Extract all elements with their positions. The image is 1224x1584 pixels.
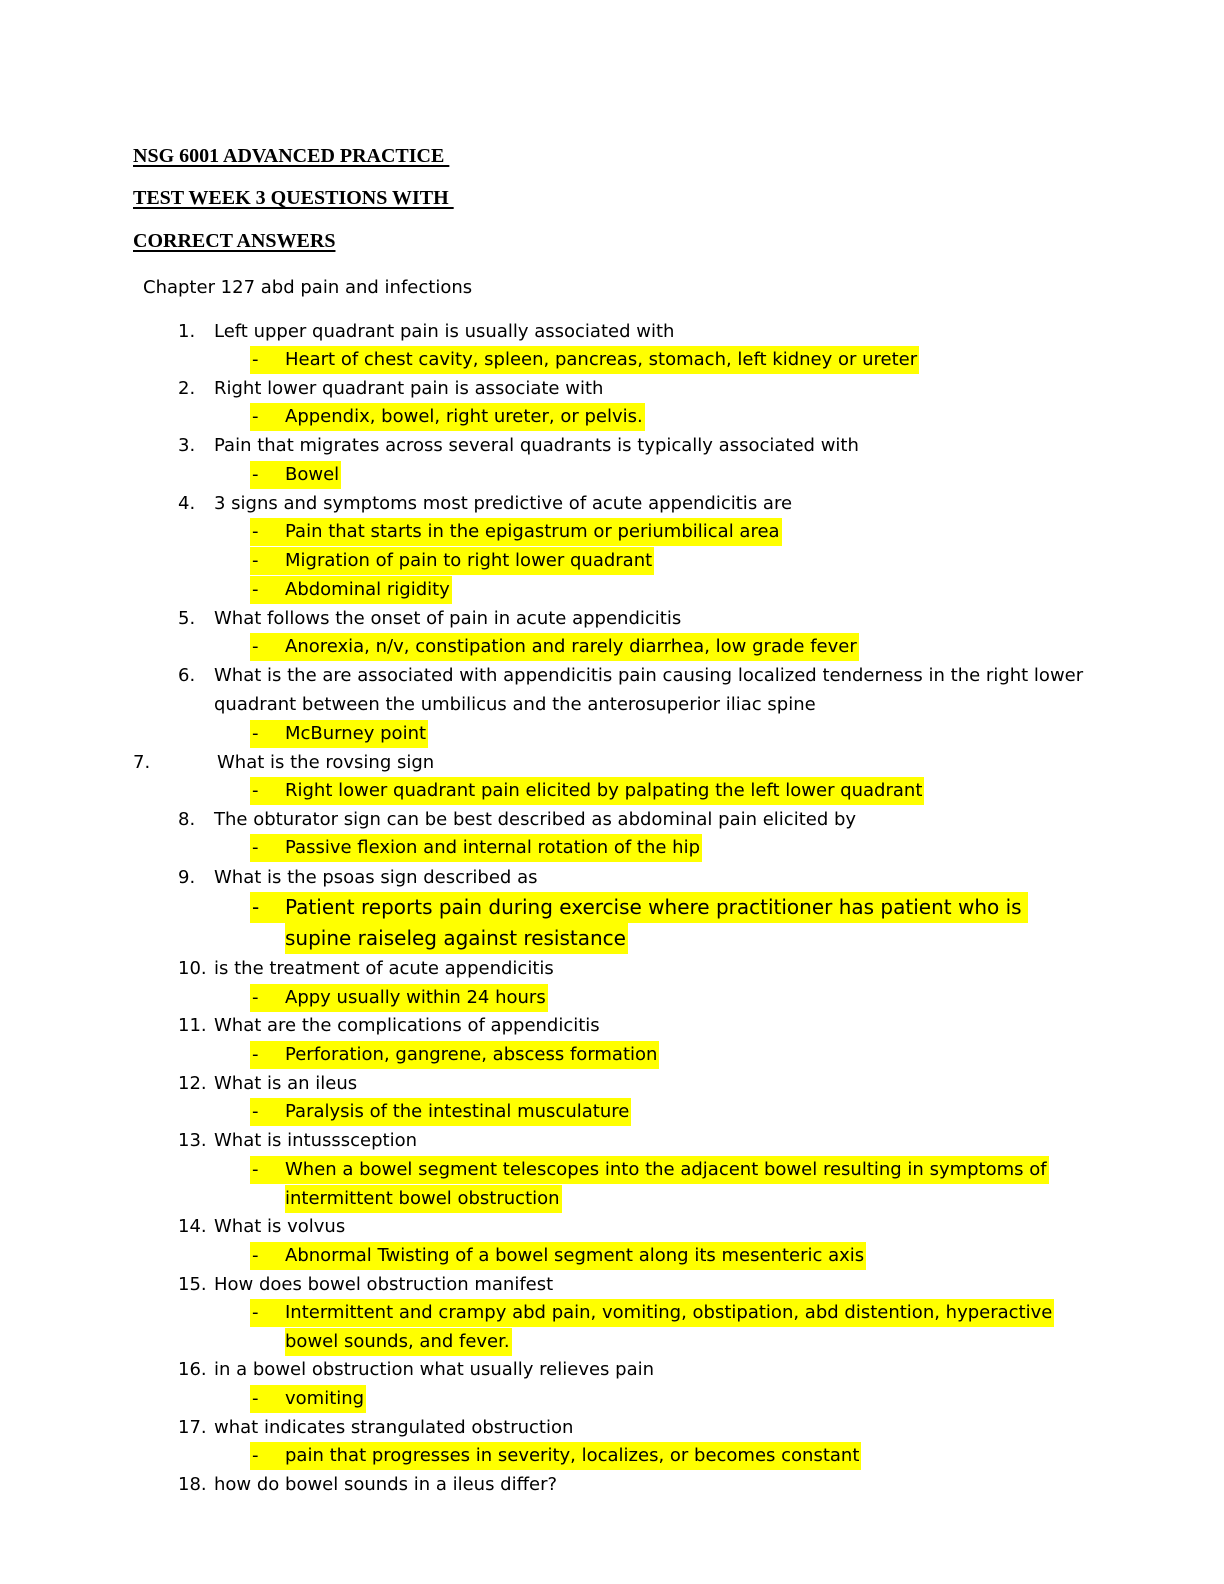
question-text: How does bowel obstruction manifest (214, 1274, 554, 1295)
question-text: What is the are associated with appendicitis pain causing localized tenderness in the right lower (214, 665, 1084, 686)
answer-bullet: - (250, 346, 285, 374)
answer-bullet: - (250, 892, 285, 923)
answer-bullet: - (250, 1242, 285, 1270)
answer-bullet: - (250, 547, 285, 575)
question-text: Right lower quadrant pain is associate with (214, 378, 604, 399)
question-number: 13. (178, 1130, 207, 1151)
answer-bullet: - (250, 518, 285, 546)
answer-text: Paralysis of the intestinal musculature (285, 1098, 631, 1126)
answer-bullet: - (250, 461, 285, 489)
question-number: 11. (178, 1015, 207, 1036)
question-number: 3. (178, 435, 196, 456)
question-number: 15. (178, 1274, 207, 1295)
answer-text: supine raiseleg against resistance (285, 923, 628, 954)
chapter-heading: Chapter 127 abd pain and infections (143, 277, 473, 298)
question-text: what indicates strangulated obstruction (214, 1417, 574, 1438)
answer-text: Anorexia, n/v, constipation and rarely diarrhea, low grade fever (285, 633, 859, 661)
question-text: What follows the onset of pain in acute appendicitis (214, 608, 682, 629)
answer-text: Appy usually within 24 hours (285, 984, 548, 1012)
question-text: Pain that migrates across several quadrants is typically associated with (214, 435, 859, 456)
answer-bullet: - (250, 1156, 285, 1184)
question-text: in a bowel obstruction what usually relieves pain (214, 1359, 655, 1380)
answer-text: Perforation, gangrene, abscess formation (285, 1041, 659, 1069)
answer-text: McBurney point (285, 720, 428, 748)
answer-text: When a bowel segment telescopes into the adjacent bowel resulting in symptoms of (285, 1156, 1049, 1184)
answer-text: Appendix, bowel, right ureter, or pelvis. (285, 403, 645, 431)
answer-text: Heart of chest cavity, spleen, pancreas, stomach, left kidney or ureter (285, 346, 919, 374)
answer-text: Bowel (285, 461, 341, 489)
question-text: 3 signs and symptoms most predictive of acute appendicitis are (214, 493, 793, 514)
answer-text: Passive flexion and internal rotation of the hip (285, 834, 702, 862)
answer-bullet: - (250, 720, 285, 748)
answer-bullet: - (250, 1442, 285, 1470)
answer-text: Intermittent and crampy abd pain, vomiting, obstipation, abd distention, hyperactive (285, 1299, 1054, 1327)
question-number: 6. (178, 665, 196, 686)
question-text: Left upper quadrant pain is usually associated with (214, 321, 675, 342)
question-number: 1. (178, 321, 196, 342)
answer-text: vomiting (285, 1385, 366, 1413)
question-text: how do bowel sounds in a ileus differ? (214, 1474, 558, 1495)
document-title-line-1: NSG 6001 ADVANCED PRACTICE (133, 145, 450, 167)
question-text: What is intusssception (214, 1130, 418, 1151)
question-text: What is the rovsing sign (217, 752, 435, 773)
question-number: 17. (178, 1417, 207, 1438)
answer-bullet: - (250, 834, 285, 862)
question-text: What is volvus (214, 1216, 346, 1237)
document-title-line-2: TEST WEEK 3 QUESTIONS WITH (133, 187, 454, 209)
question-number: 12. (178, 1073, 207, 1094)
answer-bullet: - (250, 1041, 285, 1069)
answer-bullet: - (250, 576, 285, 604)
answer-bullet: - (250, 984, 285, 1012)
question-number: 5. (178, 608, 196, 629)
question-number: 9. (178, 867, 196, 888)
answer-bullet: - (250, 777, 285, 805)
answer-text: Right lower quadrant pain elicited by palpating the left lower quadrant (285, 777, 924, 805)
question-text: The obturator sign can be best described as abdominal pain elicited by (214, 809, 857, 830)
answer-bullet: - (250, 1299, 285, 1327)
answer-text: Abdominal rigidity (285, 576, 452, 604)
question-number: 7. (133, 752, 151, 773)
answer-text: Patient reports pain during exercise where practitioner has patient who is (285, 892, 1028, 923)
question-text: quadrant between the umbilicus and the anterosuperior iliac spine (214, 694, 816, 715)
answer-text: bowel sounds, and fever. (285, 1328, 512, 1356)
question-text: What is the psoas sign described as (214, 867, 538, 888)
question-number: 16. (178, 1359, 207, 1380)
document-title-line-3: CORRECT ANSWERS (133, 230, 336, 252)
answer-bullet: - (250, 1385, 285, 1413)
question-number: 2. (178, 378, 196, 399)
answer-text: Pain that starts in the epigastrum or periumbilical area (285, 518, 782, 546)
answer-text: intermittent bowel obstruction (285, 1185, 562, 1213)
answer-bullet: - (250, 1098, 285, 1126)
question-number: 4. (178, 493, 196, 514)
question-text: What is an ileus (214, 1073, 358, 1094)
answer-bullet: - (250, 403, 285, 431)
question-number: 10. (178, 958, 207, 979)
question-number: 14. (178, 1216, 207, 1237)
answer-bullet: - (250, 633, 285, 661)
question-number: 18. (178, 1474, 207, 1495)
question-number: 8. (178, 809, 196, 830)
question-text: is the treatment of acute appendicitis (214, 958, 554, 979)
question-text: What are the complications of appendicitis (214, 1015, 600, 1036)
answer-text: pain that progresses in severity, localizes, or becomes constant (285, 1442, 861, 1470)
answer-text: Abnormal Twisting of a bowel segment along its mesenteric axis (285, 1242, 866, 1270)
answer-text: Migration of pain to right lower quadrant (285, 547, 654, 575)
